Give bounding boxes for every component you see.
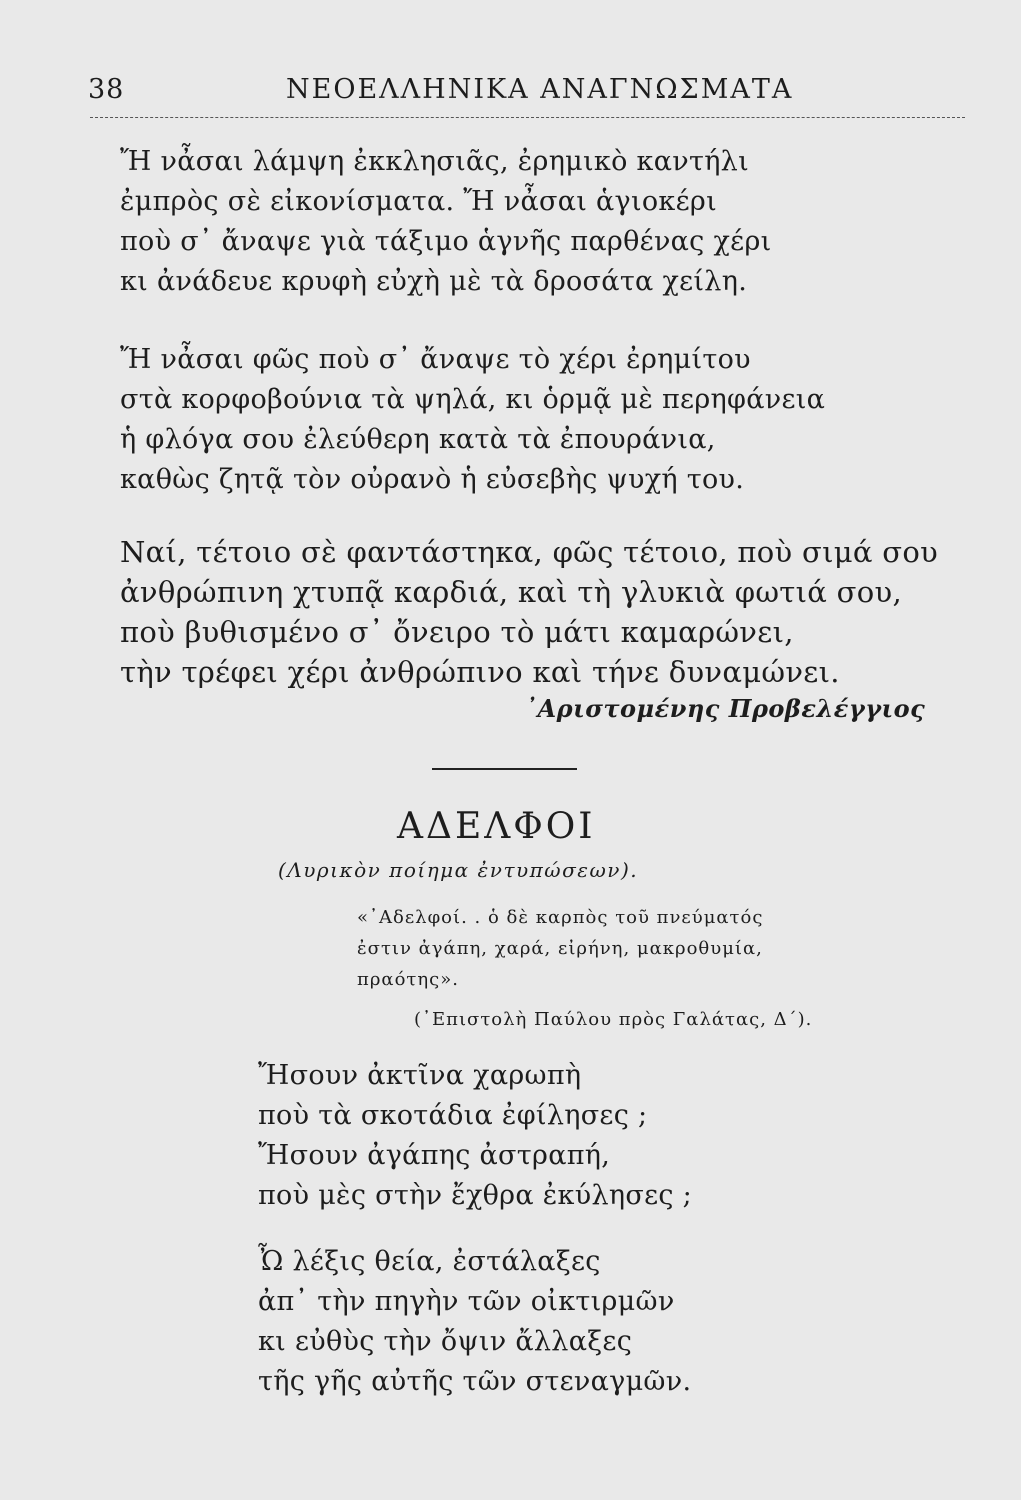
section-subtitle: (Λυρικὸν ποίημα ἐντυπώσεων).	[278, 858, 639, 882]
page-number: 38	[88, 74, 125, 105]
epigraph	[357, 902, 763, 995]
verse-line: Ἤσουν ἀκτῖνα χαρωπὴ	[258, 1060, 582, 1091]
verse-line: ποὺ μὲς στὴν ἔχθρα ἐκύλησες ;	[258, 1180, 693, 1211]
verse-line: ἀπ᾽ τὴν πηγὴν τῶν οἰκτιρμῶν	[258, 1286, 675, 1317]
verse-line: καθὼς ζητᾷ τὸν οὐρανὸ ἡ εὐσεβὴς ψυχή του.	[120, 464, 745, 495]
poem1-author: ᾽Αριστομένης Προβελέγγιος	[525, 694, 926, 723]
verse-line: Ναί, τέτοιο σὲ φαντάστηκα, φῶς τέτοιο, ποὺ σιμά σου	[120, 535, 939, 569]
epigraph-citation: (᾽Επιστολὴ Παύλου πρὸς Γαλάτας, Δ΄).	[414, 1009, 813, 1030]
verse-line: Ἤ νἆσαι φῶς ποὺ σ᾽ ἄναψε τὸ χέρι ἐρημίτου	[120, 344, 751, 375]
page-header	[88, 74, 968, 118]
verse-line: Ἤσουν ἀγάπης ἀστραπή,	[258, 1140, 611, 1171]
verse-line: τὴν τρέφει χέρι ἀνθρώπινο καὶ τήνε δυναμώνει.	[120, 655, 840, 689]
poem1-stanza-3	[120, 532, 938, 692]
epigraph-line: ἐστιν ἀγάπη, χαρά, εἰρήνη, μακροθυμία,	[357, 938, 763, 959]
verse-line: ποὺ σ᾽ ἄναψε γιὰ τάξιμο ἁγνῆς παρθένας χέρι	[120, 226, 772, 257]
section-divider	[432, 768, 577, 770]
verse-line: τῆς γῆς αὐτῆς τῶν στεναγμῶν.	[258, 1366, 692, 1397]
epigraph-line: «᾽Αδελφοί. . ὁ δὲ καρπὸς τοῦ πνεύματός	[357, 907, 764, 928]
poem1-stanza-1	[120, 142, 772, 302]
verse-line: ἐμπρὸς σὲ εἰκονίσματα. Ἤ νἆσαι ἁγιοκέρι	[120, 186, 717, 217]
verse-line: στὰ κορφοβούνια τὰ ψηλά, κι ὁρμᾷ μὲ περηφάνεια	[120, 384, 826, 415]
verse-line: ποὺ τὰ σκοτάδια ἐφίλησες ;	[258, 1100, 648, 1131]
section-title: ΑΔΕΛΦΟΙ	[397, 806, 596, 847]
running-title: ΝΕΟΕΛΛΗΝΙΚΑ ΑΝΑΓΝΩΣΜΑΤΑ	[286, 74, 794, 105]
header-rule	[90, 117, 965, 118]
poem2-stanza-1	[258, 1056, 692, 1216]
verse-line: ἡ φλόγα σου ἐλεύθερη κατὰ τὰ ἐπουράνια,	[120, 424, 716, 455]
verse-line: Ὦ λέξις θεία, ἐστάλαξες	[258, 1246, 601, 1277]
verse-line: ποὺ βυθισμένο σ᾽ ὄνειρο τὸ μάτι καμαρώνει,	[120, 615, 794, 649]
verse-line: Ἤ νἆσαι λάμψη ἐκκλησιᾶς, ἐρημικὸ καντήλι	[120, 146, 749, 177]
poem2-stanza-2	[258, 1242, 691, 1402]
poem1-stanza-2	[120, 340, 825, 500]
verse-line: κι ἀνάδευε κρυφὴ εὐχὴ μὲ τὰ δροσάτα χείλη.	[120, 266, 748, 297]
epigraph-line: πραότης».	[357, 969, 459, 990]
verse-line: ἀνθρώπινη χτυπᾷ καρδιά, καὶ τὴ γλυκιὰ φωτιά σου,	[120, 575, 902, 609]
verse-line: κι εὐθὺς τὴν ὄψιν ἄλλαξες	[258, 1326, 633, 1357]
